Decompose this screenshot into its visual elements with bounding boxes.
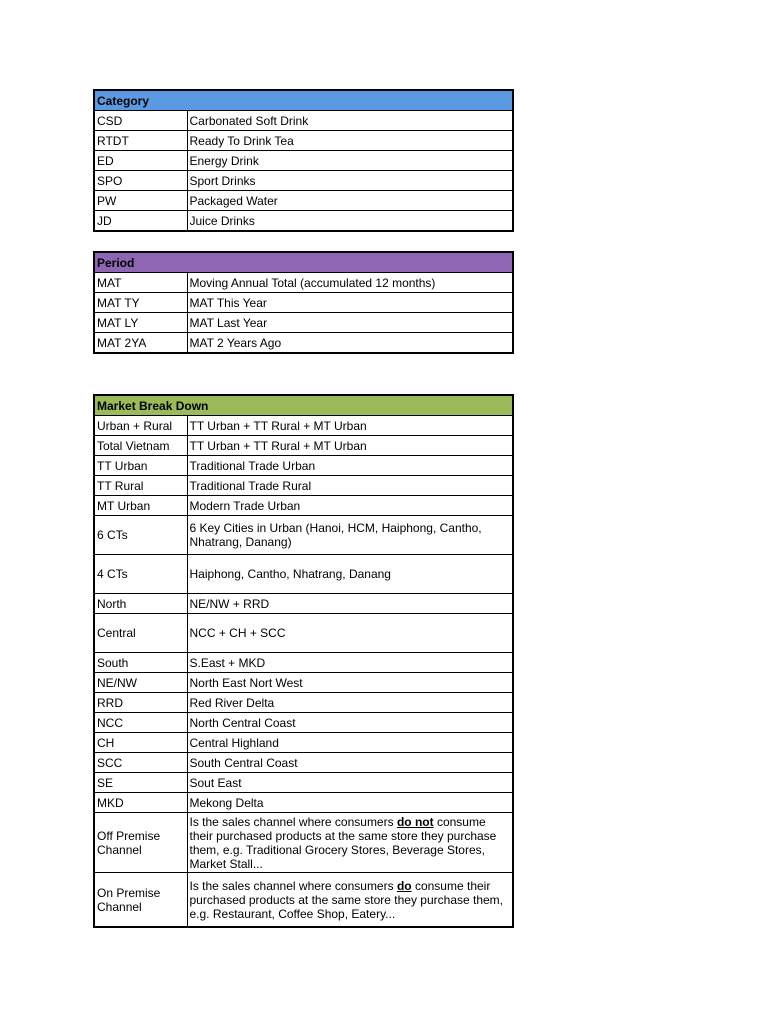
table-row xyxy=(94,151,513,171)
code-cell: On Premise Channel xyxy=(94,873,187,928)
table-row xyxy=(94,131,513,151)
desc-cell: Juice Drinks xyxy=(187,211,513,232)
desc-cell: South Central Coast xyxy=(187,753,513,773)
table-row xyxy=(94,773,513,793)
desc-cell: Moving Annual Total (accumulated 12 months) xyxy=(187,273,513,293)
desc-cell: North Central Coast xyxy=(187,713,513,733)
table-row xyxy=(94,416,513,436)
desc-cell: North East Nort West xyxy=(187,673,513,693)
desc-cell: TT Urban + TT Rural + MT Urban xyxy=(187,436,513,456)
code-cell: RRD xyxy=(94,693,187,713)
desc-cell: Modern Trade Urban xyxy=(187,496,513,516)
code-cell: TT Rural xyxy=(94,476,187,496)
code-cell: Off Premise Channel xyxy=(94,813,187,873)
code-cell: 4 CTs xyxy=(94,555,187,594)
desc-cell: Haiphong, Cantho, Nhatrang, Danang xyxy=(187,555,513,594)
code-cell: North xyxy=(94,594,187,614)
desc-text: consume their purchased products at the same store they purchase them, e.g. Restaurant, Coffee Shop, Eatery... xyxy=(189,878,504,921)
code-cell: MAT LY xyxy=(94,313,187,333)
table-row xyxy=(94,313,513,333)
table-row xyxy=(94,476,513,496)
table-row xyxy=(94,496,513,516)
table-row xyxy=(94,211,513,232)
keyword-text: do xyxy=(396,878,412,893)
desc-cell: Mekong Delta xyxy=(187,793,513,813)
code-cell: JD xyxy=(94,211,187,232)
table-row xyxy=(94,653,513,673)
desc-text: consume their purchased products at the same store they purchase them, e.g. Traditional Grocery Stores, Beverage Stores, Market Stall... xyxy=(189,814,497,871)
code-cell: RTDT xyxy=(94,131,187,151)
table-row xyxy=(94,873,513,928)
code-cell: ED xyxy=(94,151,187,171)
table-row xyxy=(94,273,513,293)
market-header: Market Break Down xyxy=(94,395,513,416)
desc-cell: Traditional Trade Rural xyxy=(187,476,513,496)
table-row xyxy=(94,793,513,813)
code-cell: MT Urban xyxy=(94,496,187,516)
code-cell: 6 CTs xyxy=(94,516,187,555)
table-row xyxy=(94,693,513,713)
category-header: Category xyxy=(94,90,513,111)
desc-cell: Energy Drink xyxy=(187,151,513,171)
table-row xyxy=(94,555,513,594)
period-table xyxy=(93,251,514,354)
code-cell: TT Urban xyxy=(94,456,187,476)
desc-cell xyxy=(187,873,513,928)
category-table xyxy=(93,89,514,232)
code-cell: CH xyxy=(94,733,187,753)
table-row xyxy=(94,733,513,753)
code-cell: SPO xyxy=(94,171,187,191)
desc-text: Is the sales channel where consumers xyxy=(189,878,397,893)
code-cell: NCC xyxy=(94,713,187,733)
desc-cell: MAT This Year xyxy=(187,293,513,313)
desc-cell: MAT Last Year xyxy=(187,313,513,333)
desc-cell: S.East + MKD xyxy=(187,653,513,673)
table-row xyxy=(94,516,513,555)
code-cell: MKD xyxy=(94,793,187,813)
table-row xyxy=(94,293,513,313)
code-cell: MAT xyxy=(94,273,187,293)
keyword-text: do not xyxy=(396,814,434,829)
market-table xyxy=(93,394,514,928)
code-cell: MAT 2YA xyxy=(94,333,187,354)
table-row xyxy=(94,713,513,733)
code-cell: Central xyxy=(94,614,187,653)
desc-cell: Traditional Trade Urban xyxy=(187,456,513,476)
desc-cell xyxy=(187,813,513,873)
desc-text: Is the sales channel where consumers xyxy=(189,814,397,829)
table-row xyxy=(94,333,513,354)
desc-cell: Red River Delta xyxy=(187,693,513,713)
code-cell: South xyxy=(94,653,187,673)
desc-cell: Sport Drinks xyxy=(187,171,513,191)
code-cell: SE xyxy=(94,773,187,793)
desc-cell: Sout East xyxy=(187,773,513,793)
desc-cell: 6 Key Cities in Urban (Hanoi, HCM, Haiphong, Cantho, Nhatrang, Danang) xyxy=(187,516,513,555)
table-row xyxy=(94,456,513,476)
desc-cell: Ready To Drink Tea xyxy=(187,131,513,151)
code-cell: NE/NW xyxy=(94,673,187,693)
desc-cell: NE/NW + RRD xyxy=(187,594,513,614)
desc-cell: NCC + CH + SCC xyxy=(187,614,513,653)
code-cell: MAT TY xyxy=(94,293,187,313)
table-row xyxy=(94,673,513,693)
code-cell: Urban + Rural xyxy=(94,416,187,436)
desc-cell: Central Highland xyxy=(187,733,513,753)
code-cell: PW xyxy=(94,191,187,211)
table-row xyxy=(94,594,513,614)
desc-cell: Carbonated Soft Drink xyxy=(187,111,513,131)
desc-cell: TT Urban + TT Rural + MT Urban xyxy=(187,416,513,436)
code-cell: Total Vietnam xyxy=(94,436,187,456)
table-row xyxy=(94,171,513,191)
table-row xyxy=(94,753,513,773)
code-cell: CSD xyxy=(94,111,187,131)
table-row xyxy=(94,191,513,211)
table-row xyxy=(94,614,513,653)
table-row xyxy=(94,436,513,456)
desc-cell: MAT 2 Years Ago xyxy=(187,333,513,354)
period-header: Period xyxy=(94,252,513,273)
desc-cell: Packaged Water xyxy=(187,191,513,211)
table-row xyxy=(94,813,513,873)
table-row xyxy=(94,111,513,131)
code-cell: SCC xyxy=(94,753,187,773)
